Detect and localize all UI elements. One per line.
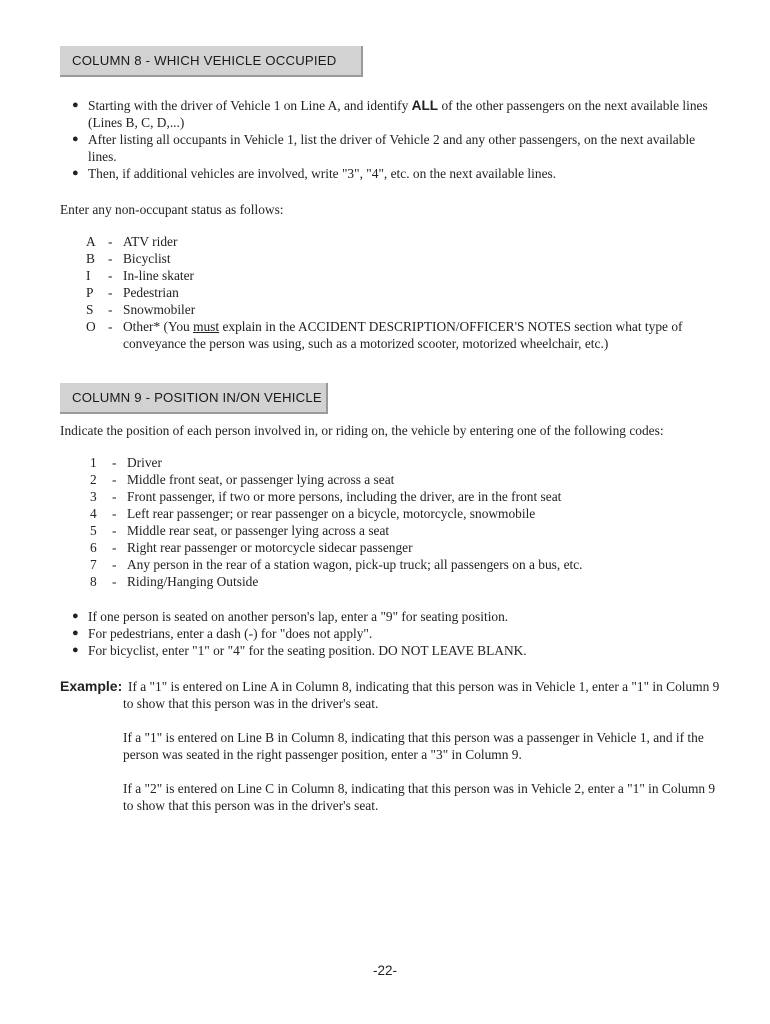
code-dash: - <box>112 574 117 589</box>
column-8-bullets <box>72 97 722 182</box>
column-8-header: COLUMN 8 - WHICH VEHICLE OCCUPIED <box>60 46 363 77</box>
code-letter: B <box>86 251 95 266</box>
code-description: Bicyclist <box>123 251 171 266</box>
code-letter: S <box>86 302 94 317</box>
code-description: Pedestrian <box>123 285 179 300</box>
example-paragraph: If a "1" is entered on Line B in Column 8, indicating that this person was a passenger in Vehicle 1, and if the person was seated in the right passenger position, enter a "3" in Column 9. <box>123 730 704 762</box>
code-number: 3 <box>90 489 97 504</box>
code-dash: - <box>112 506 117 521</box>
code-letter: A <box>86 234 96 249</box>
example-label: Example: <box>60 678 123 694</box>
code-row <box>86 250 726 267</box>
code-dash: - <box>108 251 113 266</box>
bullet-icon: ● <box>72 167 79 179</box>
bullet-text: For bicyclist, enter "1" or "4" for the seating position. DO NOT LEAVE BLANK. <box>88 643 527 658</box>
bullet-text-bold: ALL <box>411 98 439 113</box>
code-letter: O <box>86 319 96 334</box>
code-description <box>123 318 726 352</box>
code-row <box>90 471 730 488</box>
bullet-icon: ● <box>72 133 79 145</box>
code-dash: - <box>108 268 113 283</box>
bullet-text: After listing all occupants in Vehicle 1, list the driver of Vehicle 2 and any other passengers, on the next available lines. <box>88 132 696 164</box>
column-9-header: COLUMN 9 - POSITION IN/ON VEHICLE <box>60 383 328 414</box>
code-dash: - <box>108 319 113 334</box>
code-number: 6 <box>90 540 97 555</box>
example-paragraph: If a "2" is entered on Line C in Column 8, indicating that this person was in Vehicle 2, enter a "1" in Column 9 to show that this person was in the driver's seat. <box>123 781 716 813</box>
list-item <box>72 165 722 182</box>
code-dash: - <box>112 523 117 538</box>
code-description: Any person in the rear of a station wagon, pick-up truck; all passengers on a bus, etc. <box>127 557 583 572</box>
code-number: 7 <box>90 557 97 572</box>
code-description: Right rear passenger or motorcycle sidecar passenger <box>127 540 413 555</box>
code-row <box>90 454 730 471</box>
code-dash: - <box>112 472 117 487</box>
code-number: 1 <box>90 455 97 470</box>
list-item <box>72 625 722 642</box>
code-dash: - <box>112 489 117 504</box>
code-description: Snowmobiler <box>123 302 196 317</box>
code-row <box>86 301 726 318</box>
non-occupant-intro: Enter any non-occupant status as follows: <box>60 202 284 217</box>
list-item <box>72 642 722 659</box>
code-row <box>90 505 730 522</box>
code-dash: - <box>108 302 113 317</box>
bullet-text: Then, if additional vehicles are involved, write "3", "4", etc. on the next available lines. <box>88 166 557 181</box>
bullet-text: For pedestrians, enter a dash (-) for "does not apply". <box>88 626 373 641</box>
code-row <box>90 522 730 539</box>
position-codes <box>90 454 730 590</box>
bullet-icon: ● <box>72 627 79 639</box>
other-text-pre: Other* (You <box>123 319 194 334</box>
code-number: 5 <box>90 523 97 538</box>
list-item <box>72 97 722 131</box>
bullet-text: If one person is seated on another person's lap, enter a "9" for seating position. <box>88 609 509 624</box>
position-intro: Indicate the position of each person involved in, or riding on, the vehicle by entering one of the following codes: <box>60 423 664 438</box>
code-dash: - <box>108 285 113 300</box>
column-9-bullets <box>72 608 722 659</box>
code-row <box>86 284 726 301</box>
bullet-text-post: of the other passengers on the next available lines (Lines B, C, D,...) <box>88 98 708 130</box>
page-number: -22- <box>372 963 397 978</box>
code-row <box>90 573 730 590</box>
code-number: 2 <box>90 472 97 487</box>
list-item <box>72 131 722 165</box>
code-row <box>90 488 730 505</box>
non-occupant-codes <box>86 233 726 352</box>
code-row <box>86 233 726 250</box>
bullet-icon: ● <box>72 610 79 622</box>
example-paragraph: If a "1" is entered on Line A in Column 8, indicating that this person was in Vehicle 1, enter a "1" in Column 9 to show that this person was in the driver's seat. <box>123 679 720 711</box>
code-letter: P <box>86 285 94 300</box>
code-row <box>90 539 730 556</box>
code-letter: I <box>86 268 91 283</box>
code-description: Riding/Hanging Outside <box>127 574 259 589</box>
code-description: Driver <box>127 455 162 470</box>
code-description: Left rear passenger; or rear passenger on a bicycle, motorcycle, snowmobile <box>127 506 536 521</box>
code-description: ATV rider <box>123 234 178 249</box>
list-item <box>72 608 722 625</box>
code-row <box>90 556 730 573</box>
code-description: In-line skater <box>123 268 195 283</box>
code-dash: - <box>108 234 113 249</box>
code-dash: - <box>112 557 117 572</box>
code-description: Middle rear seat, or passenger lying across a seat <box>127 523 390 538</box>
code-dash: - <box>112 540 117 555</box>
code-description: Front passenger, if two or more persons, including the driver, are in the front seat <box>127 489 562 504</box>
code-description: Middle front seat, or passenger lying across a seat <box>127 472 395 487</box>
other-text-post: explain in the ACCIDENT DESCRIPTION/OFFICER'S NOTES section what type of conveyance the person was using, such as a motorized scooter, motorized wheelchair, etc.) <box>123 319 683 351</box>
bullet-text-pre: Starting with the driver of Vehicle 1 on Line A, and identify <box>88 98 412 113</box>
code-row <box>86 267 726 284</box>
code-row <box>86 318 726 352</box>
code-dash: - <box>112 455 117 470</box>
bullet-icon: ● <box>72 99 79 111</box>
code-number: 8 <box>90 574 97 589</box>
bullet-icon: ● <box>72 644 79 656</box>
other-text-underline: must <box>193 319 220 334</box>
code-number: 4 <box>90 506 97 521</box>
